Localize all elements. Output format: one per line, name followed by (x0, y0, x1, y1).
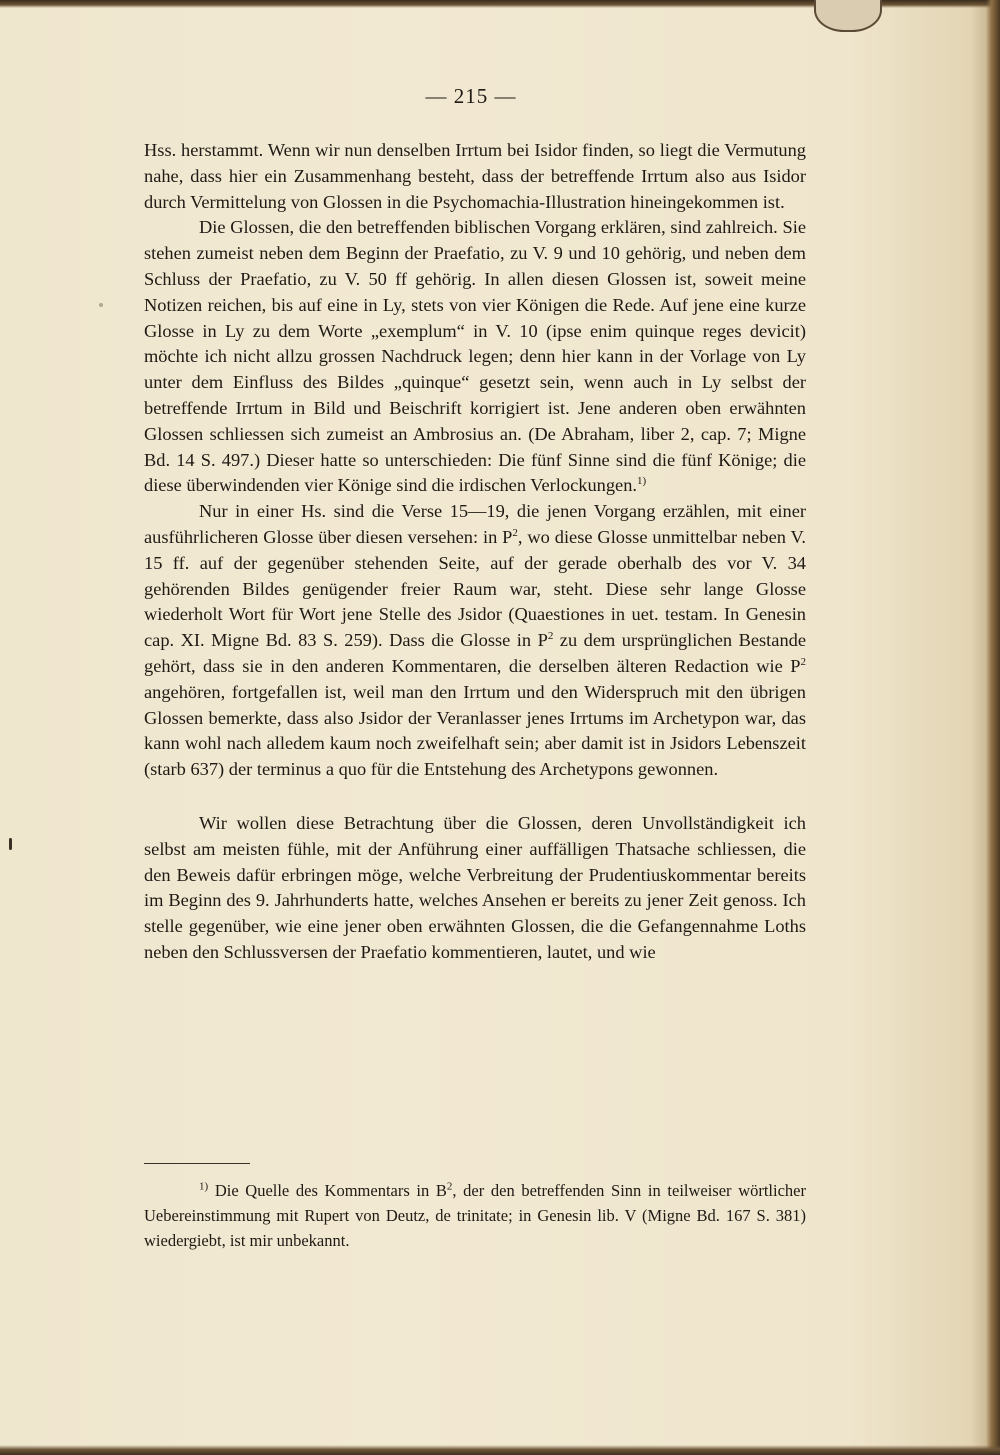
footnote-divider (144, 1163, 250, 1164)
paragraph-1 (144, 138, 806, 215)
paragraph-3-text-b: , wo diese Glosse unmittelbar neben V. 15 ff. auf der gegenüber stehenden Seite, auf der gerade oberhalb des vor V. 34 gehörenden Bildes genügender freier Raum war, steht. Diese sehr lange Glosse wiederholt Wort für Wort jene Stelle des Jsidor (Quaestiones in uet. testam. In Genesin cap. XI. Migne Bd. 83 S. 259). Dass die Glosse in P (144, 526, 806, 651)
footnote-reference: 1) (637, 475, 647, 488)
ink-speck (9, 838, 12, 850)
superscript: 2 (446, 1180, 453, 1193)
superscript: 2 (547, 630, 554, 643)
footnote-marker: 1) (199, 1180, 209, 1193)
paragraph-4-text: Wir wollen diese Betrachtung über die Glossen, deren Unvollständigkeit ich selbst am meisten fühle, mit der Anführung einer auffälligen Thatsache schliessen, die den Beweis dafür erbringen möge, welche Verbreitung der Prudentiuskommentar bereits im Beginn des 9. Jahrhunderts hatte, welches Ansehen er bereits zu jener Zeit genoss. Ich stelle gegenüber, wie eine jener oben erwähnten Glossen, die die Gefangennahme Loths neben den Schlussversen der Praefatio kommentieren, lautet, und wie (144, 812, 806, 962)
superscript: 2 (512, 526, 518, 539)
page-bottom-edge (0, 1445, 1000, 1455)
paragraph-2 (144, 215, 806, 499)
paragraph-3-text-a: Nur in einer Hs. sind die Verse 15—19, die jenen Vorgang erzählen, mit einer ausführlicheren Glosse über diesen versehen: in P (144, 501, 806, 547)
paragraph-1-text: Hss. herstammt. Wenn wir nun denselben Irrtum bei Isidor finden, so liegt die Vermutung nahe, dass hier ein Zusammenhang besteht, dass der betreffende Irrtum also aus Isidor durch Vermittelung von Glossen in die Psychomachia-Illustration hineingekommen ist. (144, 140, 806, 212)
superscript: 2 (800, 655, 806, 668)
page-number: — 215 — (425, 84, 517, 108)
paragraph-3-text-c: zu dem ursprünglichen Bestande gehört, dass sie in den anderen Kommentaren, die derselben älteren Redaction wie P (144, 630, 806, 676)
paragraph-4 (144, 811, 806, 966)
footnote (144, 1178, 806, 1253)
page-corner-tab (814, 0, 882, 32)
ink-speck (99, 303, 103, 307)
body-text (144, 138, 806, 966)
paragraph-3 (144, 499, 806, 783)
footnote-text-b: , der den betreffenden Sinn in teilweiser wörtlicher Uebereinstimmung mit Rupert von Deutz, de trinitate; in Genesin lib. V (Migne Bd. 167 S. 381) wiedergiebt, ist mir unbekannt. (144, 1181, 806, 1250)
paragraph-3-text-d: angehören, fortgefallen ist, weil man den Irrtum und den Widerspruch mit den übrigen Glossen bemerkte, dass also Jsidor der Veranlasser jenes Irrtums im Archetypon war, das kann wohl nach alledem kaum noch zweifelhaft sein; aber damit ist in Jsidors Lebenszeit (starb 637) der terminus a quo für die Entstehung des Archetypons gewonnen. (144, 681, 806, 780)
book-spine-edge (986, 0, 1000, 1455)
paragraph-2-text: Die Glossen, die den betreffenden biblischen Vorgang erklären, sind zahlreich. Sie stehen zumeist neben dem Beginn der Praefatio, zu V. 9 und 10 gehörig, und neben dem Schluss der Praefatio, zu V. 50 ff gehörig. In allen diesen Glossen ist, soweit meine Notizen reichen, bis auf eine in Ly, stets von vier Königen die Rede. Auf jene eine kurze Glosse in Ly zu dem Worte „exemplum“ in V. 10 (ipse enim quinque reges devicit) möchte ich nicht allzu grossen Nachdruck legen; denn hier kann in der Vorlage von Ly unter dem Einfluss des Bildes „quinque“ gesetzt sein, wenn auch in Ly selbst der betreffende Irrtum in Bild und Beischrift korrigiert ist. Jene anderen oben erwähnten Glossen schliessen sich zumeist an Ambrosius an. (De Abraham, liber 2, cap. 7; Migne Bd. 14 S. 497.) Dieser hatte so unterschieden: Die fünf Sinne sind die fünf Könige; die diese überwindenden vier Könige sind die irdischen Verlockungen. (144, 217, 806, 496)
footnote-text-a: Die Quelle des Kommentars in B (208, 1181, 447, 1200)
